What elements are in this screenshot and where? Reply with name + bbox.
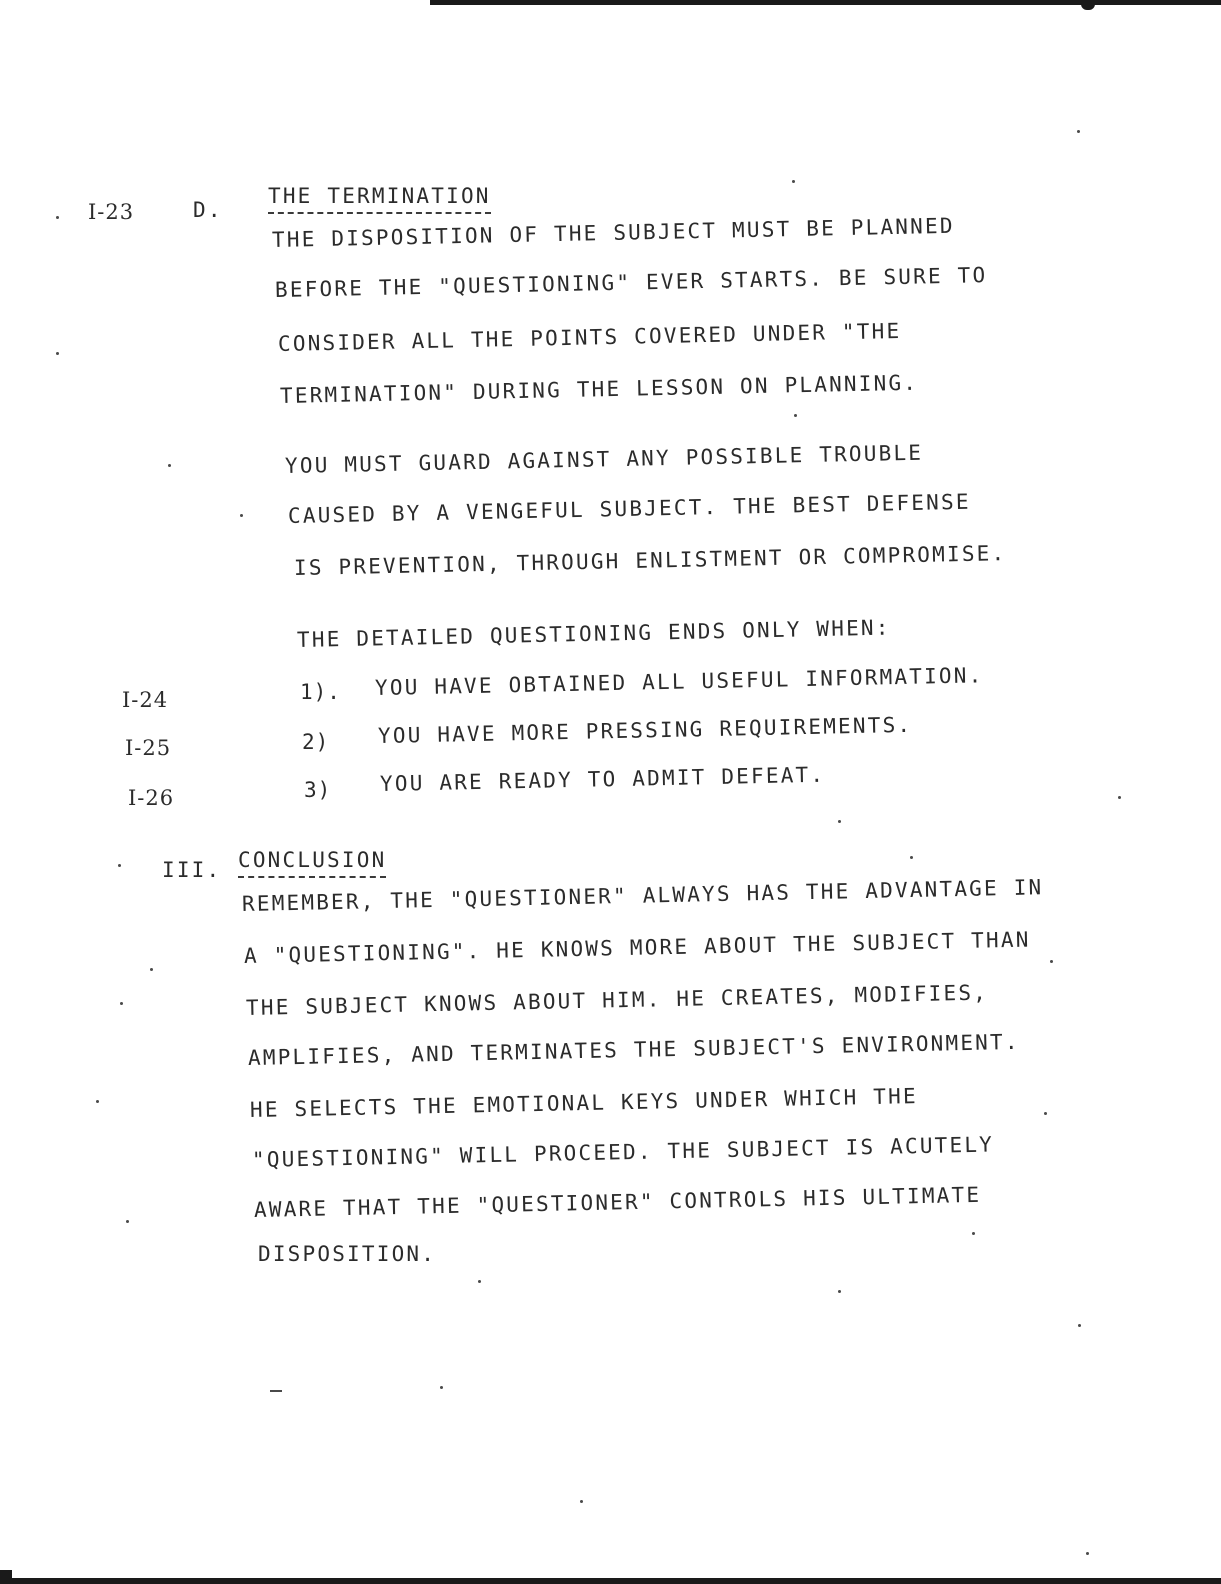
section-d-p1-line-1: THE DISPOSITION OF THE SUBJECT MUST BE PLANNED [271,213,955,252]
section-d-list-intro: THE DETAILED QUESTIONING ENDS ONLY WHEN: [296,615,891,652]
section-d-label: D. [193,198,223,222]
scan-speck [1077,130,1080,133]
item-2-text: YOU HAVE MORE PRESSING REQUIREMENTS. [377,712,913,748]
scan-speck [440,1386,443,1389]
conclusion-line-1: REMEMBER, THE "QUESTIONER" ALWAYS HAS THE ADVANTAGE IN [241,875,1044,916]
scan-speck [120,1002,123,1005]
item-3-number: 3) [304,778,332,802]
conclusion-line-5: HE SELECTS THE EMOTIONAL KEYS UNDER WHICH THE [249,1084,919,1122]
conclusion-line-3: THE SUBJECT KNOWS ABOUT HIM. HE CREATES, MODIFIES, [245,980,989,1020]
scan-speck [96,1100,99,1103]
conclusion-line-7: AWARE THAT THE "QUESTIONER" CONTROLS HIS ULTIMATE [253,1182,982,1222]
scan-speck [838,820,841,823]
conclusion-line-6: "QUESTIONING" WILL PROCEED. THE SUBJECT IS ACUTELY [251,1132,995,1172]
margin-ref-i-23: I-23 [88,200,135,224]
conclusion-line-4: AMPLIFIES, AND TERMINATES THE SUBJECT'S ENVIRONMENT. [247,1029,1020,1070]
section-d-p2-line-3: IS PREVENTION, THROUGH ENLISTMENT OR COMPROMISE. [293,541,1007,580]
section-d-title [268,184,491,214]
scan-speck [478,1280,481,1283]
margin-ref-i-25: I-25 [125,736,172,760]
scan-edge-bottom [0,1578,1221,1584]
section-d-p1-line-3: CONSIDER ALL THE POINTS COVERED UNDER "THE [277,318,902,356]
scan-speck [168,464,171,467]
scan-speck [972,1232,975,1235]
scan-mark-bottom [0,1570,12,1578]
scan-edge-top [430,0,1221,5]
scan-speck [910,856,913,859]
margin-ref-i-24: I-24 [122,688,169,712]
scan-speck [240,514,243,517]
scan-speck [580,1500,583,1503]
conclusion-line-2: A "QUESTIONING". HE KNOWS MORE ABOUT THE SUBJECT THAN [243,927,1031,968]
scan-speck [794,414,797,417]
scan-speck [792,180,795,183]
item-1-number: 1). [300,680,341,704]
scan-speck [270,1390,282,1392]
scan-speck [1086,1552,1089,1555]
scan-speck [1118,796,1121,799]
item-1-text: YOU HAVE OBTAINED ALL USEFUL INFORMATION. [374,663,984,700]
section-d-p1-line-4: TERMINATION" DURING THE LESSON ON PLANNING. [279,370,919,408]
margin-ref-i-26: I-26 [128,786,175,810]
section-iii-title [238,848,386,878]
section-d-p1-line-2: BEFORE THE "QUESTIONING" EVER STARTS. BE SURE TO [274,263,988,302]
scan-speck [126,1220,129,1223]
scan-speck [118,864,121,867]
conclusion-line-8: DISPOSITION. [258,1242,437,1266]
item-2-number: 2) [302,730,330,754]
scan-speck [1078,1324,1081,1327]
scan-speck [838,1290,841,1293]
section-iii-label: III. [162,858,222,882]
section-d-p2-line-2: CAUSED BY A VENGEFUL SUBJECT. THE BEST DEFENSE [287,489,971,528]
section-d-title-text: THE TERMINATION [268,184,491,214]
scan-speck [150,968,153,971]
scan-speck [56,216,59,219]
scan-speck [1044,1112,1047,1115]
scan-speck [1050,960,1053,963]
scan-mark-top [1081,0,1095,10]
scan-speck [56,352,59,355]
item-3-text: YOU ARE READY TO ADMIT DEFEAT. [379,762,826,796]
section-iii-title-text: CONCLUSION [238,848,386,878]
section-d-p2-line-1: YOU MUST GUARD AGAINST ANY POSSIBLE TROUBLE [284,440,924,478]
